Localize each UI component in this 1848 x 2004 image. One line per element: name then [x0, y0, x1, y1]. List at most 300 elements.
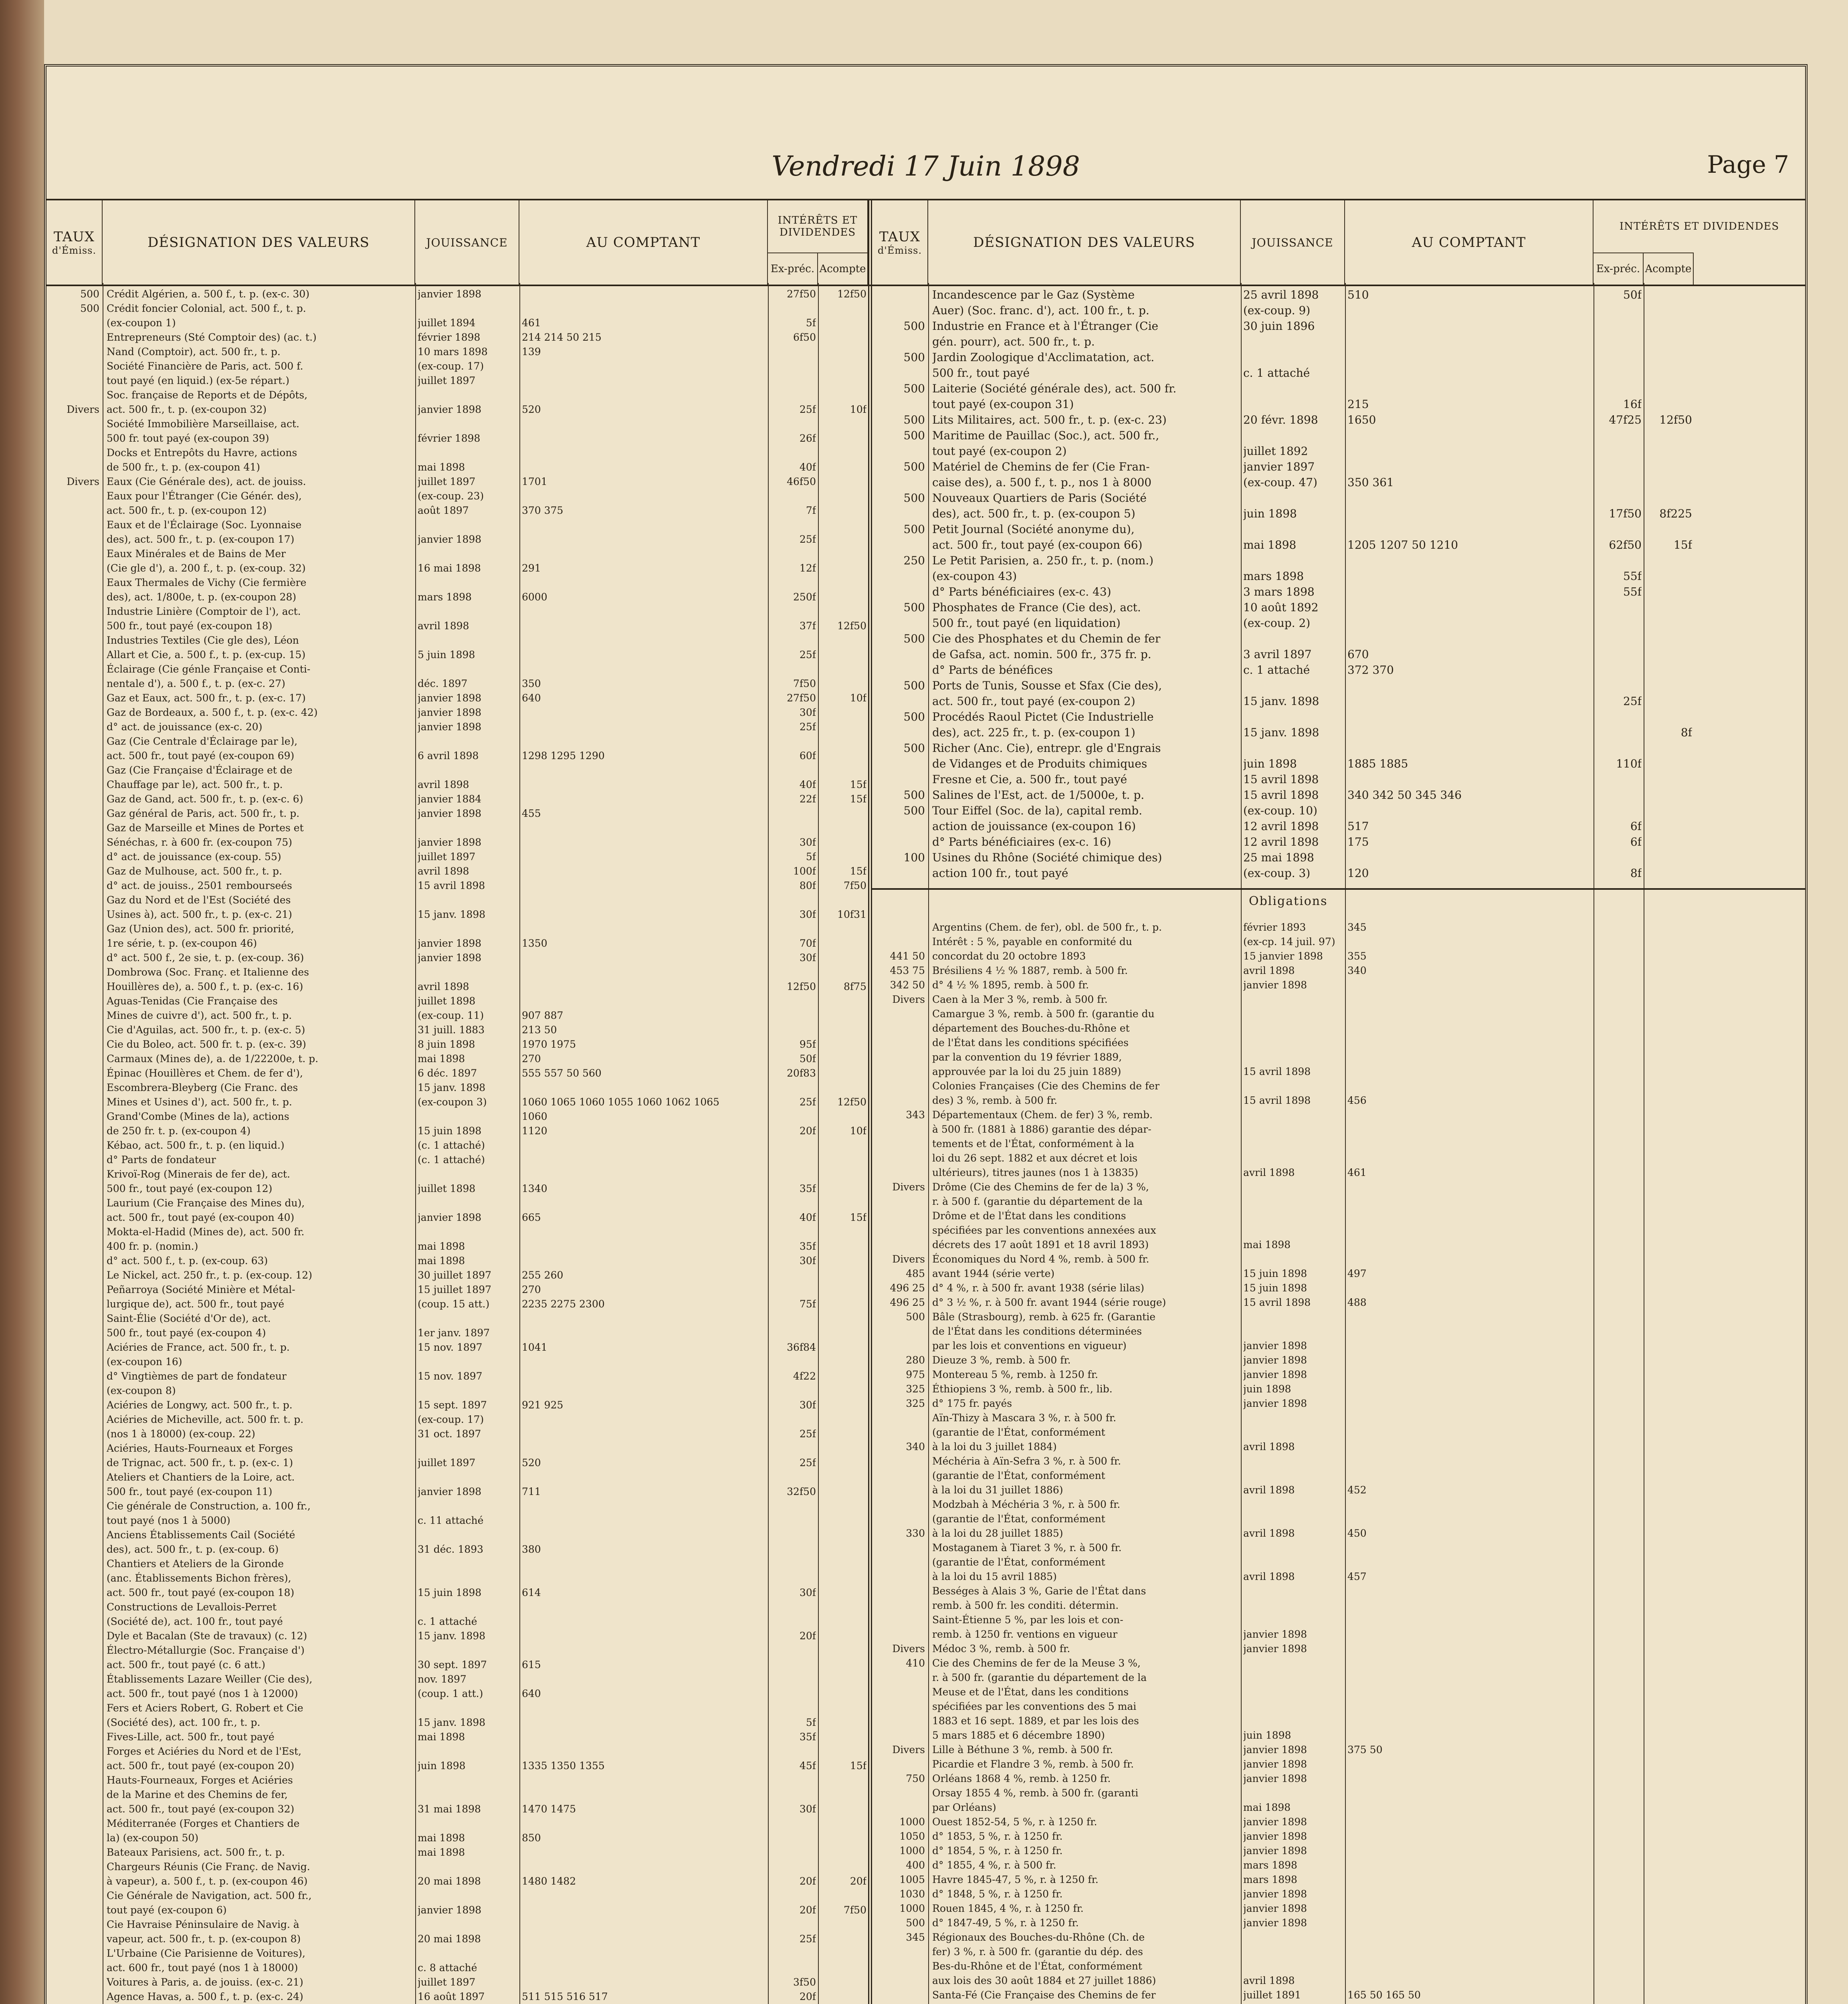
designation-cell: Gaz (Cie Centrale d'Éclairage par le),	[107, 735, 298, 747]
jouissance-cell	[418, 662, 518, 677]
interet-acompte-cell	[819, 1326, 866, 1340]
taux-cell	[48, 1052, 99, 1066]
interet-acompte-cell	[819, 547, 866, 561]
jouissance-cell	[1243, 1021, 1343, 1036]
comptant-cell	[1347, 1497, 1592, 1512]
jouissance-cell	[1243, 1945, 1343, 1959]
interet-ex-prec-cell	[1594, 725, 1642, 740]
comptant-cell	[522, 1744, 766, 1759]
comptant-cell	[1347, 584, 1592, 600]
comptant-cell: 1650	[1347, 413, 1376, 426]
comptant-cell	[1347, 365, 1592, 381]
jouissance-cell	[1243, 1108, 1343, 1122]
jouissance-cell: 10 août 1892	[1243, 601, 1319, 614]
designation-cell: d° act. 500 f., t. p. (ex-coup. 63)	[107, 1255, 268, 1267]
comptant-cell: 214 214 50 215	[522, 331, 602, 343]
interet-acompte-cell	[1645, 803, 1692, 818]
comptant-cell	[1347, 349, 1592, 365]
jouissance-cell: janvier 1898	[418, 952, 482, 964]
interet-ex-prec-cell: 50f	[1623, 288, 1642, 301]
jouissance-cell: 15 nov. 1897	[418, 1370, 483, 1382]
comptant-cell: 1480 1482	[522, 1875, 576, 1887]
taux-cell	[48, 1254, 99, 1268]
comptant-cell	[1347, 459, 1592, 475]
jouissance-cell: avril 1898	[418, 865, 469, 877]
interet-ex-prec-cell	[769, 1153, 816, 1167]
designation-cell: act. 500 fr., tout payé (ex-coupon 2)	[932, 695, 1135, 708]
taux-cell	[48, 1499, 99, 1513]
jouissance-cell	[1243, 1137, 1343, 1151]
jouissance-cell: février 1898	[418, 432, 481, 444]
interet-acompte-cell	[819, 1167, 866, 1182]
taux-cell	[874, 287, 925, 303]
jouissance-cell	[1243, 1194, 1343, 1209]
interet-ex-prec-cell	[1594, 365, 1642, 381]
jouissance-cell	[1243, 1699, 1343, 1714]
jouissance-cell	[1243, 396, 1343, 412]
comptant-cell	[1347, 1411, 1592, 1425]
taux-cell	[48, 1297, 99, 1311]
taux-cell: 496 25	[890, 1297, 925, 1308]
jouissance-cell: 15 janv. 1898	[1243, 695, 1319, 708]
interet-ex-prec-cell: 8f	[1630, 867, 1642, 880]
jouissance-cell: février 1893	[1243, 921, 1306, 933]
comptant-cell	[522, 1196, 766, 1210]
comptant-cell	[1347, 1685, 1592, 1699]
interet-ex-prec-cell: 32f50	[787, 1486, 816, 1497]
taux-cell	[874, 1223, 925, 1238]
designation-cell: spécifiées par les conventions annexées aux	[932, 1224, 1156, 1236]
interet-ex-prec-cell	[1594, 443, 1642, 459]
designation-cell: par Orléans)	[932, 1802, 996, 1813]
taux-cell	[48, 1571, 99, 1586]
jouissance-cell: mai 1898	[418, 1240, 465, 1252]
interet-ex-prec-cell: 30f	[799, 952, 816, 964]
interet-acompte-cell	[819, 1441, 866, 1456]
designation-cell: Brésiliens 4 ½ % 1887, remb. à 500 fr.	[932, 965, 1128, 976]
taux-cell	[48, 388, 99, 402]
interet-ex-prec-cell	[769, 1268, 816, 1283]
interet-acompte-cell	[819, 518, 866, 532]
taux-cell	[874, 537, 925, 553]
comptant-cell	[1347, 1310, 1592, 1324]
designation-cell: act. 500 fr., tout payé (ex-coupon 69)	[107, 750, 295, 762]
designation-cell: Mines de cuivre d'), act. 500 fr., t. p.	[107, 1010, 292, 1021]
taux-cell	[874, 1945, 925, 1959]
comptant-cell	[1347, 803, 1592, 818]
designation-cell: Procédés Raoul Pictet (Cie Industrielle	[932, 710, 1154, 723]
comptant-cell	[1347, 1512, 1592, 1526]
jouissance-cell: 20 févr. 1898	[1243, 413, 1318, 426]
interet-acompte-cell	[1645, 662, 1692, 678]
interet-ex-prec-cell	[1594, 334, 1642, 349]
interet-acompte-cell: 7f50	[844, 880, 866, 891]
taux-cell	[874, 615, 925, 631]
jouissance-cell	[418, 1311, 518, 1326]
comptant-cell	[522, 893, 766, 907]
comptant-cell	[1347, 2002, 1592, 2004]
comptant-cell	[522, 1326, 766, 1340]
designation-cell: (nos 1 à 18000) (ex-coup. 22)	[107, 1428, 255, 1440]
jouissance-cell	[1243, 334, 1343, 349]
jouissance-cell: janvier 1898	[1243, 1398, 1307, 1409]
taux-cell: 500	[903, 351, 925, 364]
interet-ex-prec-cell	[769, 1023, 816, 1037]
comptant-cell	[1347, 1714, 1592, 1728]
taux-cell	[48, 1614, 99, 1629]
jouissance-cell	[1243, 1469, 1343, 1483]
comptant-cell: 1298 1295 1290	[522, 750, 605, 762]
designation-cell: Allart et Cie, a. 500 f., t. p. (ex-cup. 15)	[107, 649, 306, 661]
taux-cell	[874, 1151, 925, 1166]
comptant-cell: 1885 1885	[1347, 757, 1408, 770]
comptant-cell	[1347, 992, 1592, 1007]
taux-cell	[874, 334, 925, 349]
designation-cell: des), act. 500 fr., t. p. (ex-coupon 17)	[107, 533, 295, 545]
taux-cell	[874, 1194, 925, 1209]
interet-acompte-cell	[1645, 678, 1692, 693]
jouissance-cell: 31 oct. 1897	[418, 1428, 481, 1440]
interet-ex-prec-cell: 20f	[799, 1904, 816, 1916]
comptant-cell	[522, 907, 766, 922]
comptant-cell	[522, 980, 766, 994]
taux-cell	[48, 1730, 99, 1744]
designation-cell: Petit Journal (Société anonyme du),	[932, 523, 1135, 536]
taux-cell	[874, 1541, 925, 1555]
designation-cell: Méditerranée (Forges et Chantiers de	[107, 1818, 300, 1829]
interet-ex-prec-cell	[1594, 631, 1642, 646]
taux-cell	[48, 1513, 99, 1528]
comptant-cell	[1347, 1007, 1592, 1021]
taux-cell	[48, 1658, 99, 1672]
interet-acompte-cell	[819, 1802, 866, 1816]
designation-cell: action 100 fr., tout payé	[932, 867, 1068, 880]
comptant-cell: 120	[1347, 867, 1369, 880]
interet-acompte-cell	[819, 1499, 866, 1513]
comptant-cell: 6000	[522, 591, 547, 603]
taux-cell	[874, 1122, 925, 1137]
taux-cell: Divers	[67, 404, 99, 415]
interet-acompte-cell	[819, 1687, 866, 1701]
designation-cell: Escombrera-Bleyberg (Cie Franc. des	[107, 1082, 298, 1093]
interet-ex-prec-cell	[769, 301, 816, 316]
interet-acompte-cell: 15f	[850, 1760, 866, 1772]
interet-acompte-cell: 10f	[850, 1125, 866, 1137]
interet-acompte-cell	[819, 662, 866, 677]
interet-ex-prec-cell: 50f	[799, 1053, 816, 1065]
interet-ex-prec-cell	[769, 1788, 816, 1802]
jouissance-cell: mai 1898	[1243, 1239, 1291, 1250]
jouissance-cell	[1243, 1122, 1343, 1137]
designation-cell: Cie Générale de Navigation, act. 500 fr.,	[107, 1890, 312, 1901]
designation-cell: Cie d'Aguilas, act. 500 fr., t. p. (ex-c. 5)	[107, 1024, 305, 1036]
taux-cell	[48, 691, 99, 705]
comptant-cell: 1041	[522, 1341, 547, 1353]
taux-cell	[874, 1411, 925, 1425]
designation-cell: de 500 fr., t. p. (ex-coupon 41)	[107, 461, 261, 473]
designation-cell: Richer (Anc. Cie), entrepr. gle d'Engrais	[932, 741, 1161, 755]
taux-cell	[874, 1021, 925, 1036]
jouissance-cell	[1243, 709, 1343, 725]
designation-cell: 500 fr., tout payé (ex-coupon 4)	[107, 1327, 266, 1339]
comptant-cell: 640	[522, 1688, 541, 1699]
taux-cell: Divers	[892, 1643, 925, 1655]
interet-acompte-cell	[1645, 334, 1692, 349]
interet-ex-prec-cell: 25f	[799, 649, 816, 661]
taux-cell	[48, 345, 99, 359]
interet-ex-prec-cell: 25f	[799, 1096, 816, 1108]
jouissance-cell: janvier 1898	[418, 288, 482, 300]
designation-cell: Aguas-Tenidas (Cie Française des	[107, 995, 278, 1007]
interet-acompte-cell	[1645, 756, 1692, 772]
designation-cell: Aciéries de Longwy, act. 500 fr., t. p.	[107, 1399, 293, 1411]
designation-cell: Drôme (Cie des Chemins de fer de la) 3 %,	[932, 1181, 1149, 1193]
jouissance-cell: 15 nov. 1897	[418, 1341, 483, 1353]
jouissance-cell: 25 avril 1898	[1243, 288, 1319, 301]
taux-cell	[48, 1643, 99, 1658]
designation-cell: Peñarroya (Société Minière et Métal-	[107, 1284, 295, 1295]
designation-cell: Picardie et Flandre 3 %, remb. à 500 fr.	[932, 1758, 1134, 1770]
jouissance-cell	[1243, 1454, 1343, 1469]
jouissance-cell: mai 1898	[418, 461, 465, 473]
comptant-cell	[522, 1239, 766, 1254]
interet-acompte-cell	[819, 763, 866, 778]
interet-ex-prec-cell: 7f	[806, 505, 816, 516]
comptant-cell	[1347, 1786, 1592, 1800]
designation-cell: act. 500 fr., t. p. (ex-coupon 12)	[107, 505, 267, 516]
taux-cell	[48, 1701, 99, 1715]
jouissance-cell: 1er janv. 1897	[418, 1327, 490, 1339]
taux-cell: 500	[906, 1311, 925, 1323]
designation-cell: d° 4 ½ % 1895, remb. à 500 fr.	[932, 979, 1089, 991]
interet-acompte-cell: 15f	[850, 779, 866, 790]
jouissance-cell: 5 juin 1898	[418, 649, 475, 661]
comptant-cell	[522, 374, 766, 388]
designation-cell: Docks et Entrepôts du Havre, actions	[107, 447, 297, 459]
interet-acompte-cell	[1645, 443, 1692, 459]
designation-cell: de 250 fr. t. p. (ex-coupon 4)	[107, 1125, 251, 1137]
taux-cell	[874, 1584, 925, 1598]
interet-acompte-cell	[819, 1369, 866, 1384]
comptant-cell	[522, 763, 766, 778]
interet-acompte-cell	[819, 1081, 866, 1095]
jouissance-cell: 31 déc. 1893	[418, 1543, 484, 1555]
interet-acompte-cell	[819, 1600, 866, 1614]
comptant-cell: 461	[1347, 1167, 1367, 1178]
designation-cell: à la loi du 28 juillet 1885)	[932, 1527, 1063, 1539]
designation-cell: Grand'Combe (Mines de la), actions	[107, 1111, 289, 1122]
taux-cell	[874, 568, 925, 584]
comptant-cell	[1347, 1151, 1592, 1166]
interet-ex-prec-cell	[1594, 490, 1642, 506]
taux-cell	[48, 1138, 99, 1153]
comptant-cell	[522, 792, 766, 806]
taux-cell	[48, 951, 99, 965]
taux-cell	[48, 893, 99, 907]
taux-cell	[874, 1757, 925, 1772]
comptant-cell	[1347, 1454, 1592, 1469]
taux-cell	[48, 705, 99, 720]
designation-cell: act. 500 fr., tout payé (c. 6 att.)	[107, 1659, 265, 1671]
taux-cell	[874, 1497, 925, 1512]
designation-cell: Kébao, act. 500 fr., t. p. (en liquid.)	[107, 1139, 285, 1151]
designation-cell: Cie générale de Construction, a. 100 fr.,	[107, 1500, 311, 1512]
interet-ex-prec-cell	[769, 1384, 816, 1398]
designation-cell: Gaz de Gand, act. 500 fr., t. p. (ex-c. 6)	[107, 793, 303, 805]
comptant-cell	[522, 532, 766, 547]
taux-cell	[48, 316, 99, 330]
designation-cell: par la convention du 19 février 1889,	[932, 1051, 1122, 1063]
jouissance-cell	[418, 734, 518, 749]
designation-cell: Sénéchas, r. à 600 fr. (ex-coupon 75)	[107, 836, 292, 848]
jouissance-cell: 25 mai 1898	[1243, 851, 1314, 864]
interet-acompte-cell	[819, 994, 866, 1008]
jouissance-cell: janvier 1898	[1243, 1816, 1307, 1828]
interet-acompte-cell	[1645, 521, 1692, 537]
jouissance-cell: avril 1898	[418, 779, 469, 790]
comptant-cell	[1347, 1382, 1592, 1396]
interet-acompte-cell	[819, 1513, 866, 1528]
jouissance-cell	[1243, 521, 1343, 537]
interet-ex-prec-cell: 25f	[1623, 695, 1642, 708]
designation-cell: Saint-Élie (Société d'Or de), act.	[107, 1313, 271, 1324]
comptant-cell: 455	[522, 808, 541, 819]
interet-acompte-cell: 8f	[1680, 726, 1692, 739]
interet-acompte-cell	[819, 1542, 866, 1557]
taux-cell	[48, 1441, 99, 1456]
designation-cell: (Société de), act. 100 fr., tout payé	[107, 1616, 283, 1627]
interet-ex-prec-cell	[769, 1008, 816, 1023]
designation-cell: tements et de l'État, conformément à la	[932, 1138, 1135, 1149]
newspaper-page	[44, 64, 1808, 2004]
taux-cell: 1000	[899, 1903, 925, 1914]
comptant-cell	[522, 1845, 766, 1860]
designation-cell: Lits Militaires, act. 500 fr., t. p. (ex-c. 23)	[932, 413, 1167, 426]
page-header	[46, 143, 1805, 191]
jouissance-cell	[418, 965, 518, 980]
designation-cell: Fives-Lille, act. 500 fr., tout payé	[107, 1731, 275, 1743]
comptant-cell	[1347, 935, 1592, 949]
jouissance-cell: (c. 1 attaché)	[418, 1139, 485, 1151]
designation-cell: Gaz (Cie Française d'Éclairage et de	[107, 764, 293, 776]
jouissance-cell	[1243, 1656, 1343, 1671]
designation-cell: Industrie Linière (Comptoir de l'), act.	[107, 606, 301, 617]
designation-cell: act. 500 fr., tout payé (ex-coupon 32)	[107, 1803, 295, 1815]
comptant-cell	[522, 460, 766, 475]
interet-ex-prec-cell: 27f50	[787, 692, 816, 704]
jouissance-cell: janvier 1898	[418, 836, 482, 848]
interet-ex-prec-cell: 17f50	[1609, 507, 1642, 520]
designation-cell: Aciéries, Hauts-Fourneaux et Forges	[107, 1442, 293, 1454]
jouissance-cell	[1243, 1497, 1343, 1512]
interet-acompte-cell: 7f50	[844, 1904, 866, 1916]
interet-ex-prec-cell	[769, 1412, 816, 1427]
taux-cell	[48, 864, 99, 879]
taux-cell	[874, 1050, 925, 1065]
page-number: Page 7	[1707, 151, 1789, 179]
taux-cell: 496 25	[890, 1282, 925, 1294]
taux-cell	[48, 1773, 99, 1788]
interet-ex-prec-cell: 40f	[799, 779, 816, 790]
designation-cell: d° 1853, 5 %, r. à 1250 fr.	[932, 1830, 1063, 1842]
comptant-cell: 614	[522, 1587, 541, 1598]
comptant-cell: 850	[522, 1832, 541, 1844]
jouissance-cell: 15 janv. 1898	[418, 1717, 486, 1728]
designation-cell: tout payé (en liquid.) (ex-5e répart.)	[107, 375, 289, 386]
jouissance-cell: (ex-coup. 17)	[418, 1414, 484, 1425]
taux-cell	[48, 518, 99, 532]
taux-cell: Divers	[892, 1744, 925, 1756]
interet-ex-prec-cell	[769, 1167, 816, 1182]
interet-acompte-cell	[819, 301, 866, 316]
comptant-cell	[522, 1499, 766, 1513]
interet-ex-prec-cell	[769, 1470, 816, 1485]
designation-cell: Crédit Algérien, a. 500 f., t. p. (ex-c. 30)	[107, 288, 310, 300]
designation-cell: Auer) (Soc. franc. d'), act. 100 fr., t. p.	[932, 304, 1149, 317]
designation-cell: d° Parts de bénéfices	[932, 663, 1053, 677]
comptant-cell	[522, 1889, 766, 1903]
taux-cell	[874, 935, 925, 949]
taux-cell	[874, 1699, 925, 1714]
designation-cell: Le Nickel, act. 250 fr., t. p. (ex-coup. 12)	[107, 1269, 312, 1281]
designation-cell: de Trignac, act. 500 fr., t. p. (ex-c. 1)	[107, 1457, 293, 1469]
jouissance-cell: 20 mai 1898	[418, 1933, 481, 1945]
jouissance-cell: juillet 1897	[418, 851, 476, 863]
taux-cell	[48, 922, 99, 936]
designation-cell: Cie Havraise Péninsulaire de Navig. à	[107, 1919, 299, 1930]
comptant-cell	[1347, 568, 1592, 584]
interet-ex-prec-cell	[1594, 615, 1642, 631]
jouissance-cell: janvier 1898	[1243, 1340, 1307, 1351]
designation-cell: Épinac (Houillères et Chem. de fer d'),	[107, 1067, 303, 1079]
jouissance-cell: février 1898	[418, 331, 481, 343]
designation-cell: Aïn-Thizy à Mascara 3 %, r. à 500 fr.	[932, 1412, 1117, 1424]
comptant-cell: 1060	[522, 1111, 547, 1122]
comptant-cell: 345	[1347, 921, 1367, 933]
interet-acompte-cell	[819, 532, 866, 547]
designation-cell: Cie des Phosphates et du Chemin de fer	[932, 632, 1161, 645]
jouissance-cell: 20 mai 1898	[418, 1875, 481, 1887]
comptant-cell	[1347, 490, 1592, 506]
comptant-cell	[522, 446, 766, 460]
designation-cell: Dieuze 3 %, remb. à 500 fr.	[932, 1354, 1071, 1366]
designation-cell: Industries Textiles (Cie gle des), Léon	[107, 634, 299, 646]
interet-ex-prec-cell	[769, 1499, 816, 1513]
taux-cell	[874, 1339, 925, 1353]
interet-acompte-cell	[819, 749, 866, 763]
comptant-cell	[1347, 1901, 1592, 1916]
jouissance-cell: janvier 1898	[1243, 1830, 1307, 1842]
designation-cell: Constructions de Levallois-Perret	[107, 1601, 277, 1613]
comptant-cell	[522, 1701, 766, 1715]
designation-cell: Établissements Lazare Weiller (Cie des),	[107, 1673, 313, 1685]
taux-cell	[48, 1283, 99, 1297]
jouissance-cell: juillet 1892	[1243, 444, 1308, 458]
comptant-cell	[522, 1643, 766, 1658]
comptant-cell: 1120	[522, 1125, 547, 1137]
taux-cell	[874, 756, 925, 772]
taux-cell: 100	[903, 851, 925, 864]
jouissance-cell	[1243, 381, 1343, 396]
taux-cell	[48, 1557, 99, 1571]
designation-cell: Le Petit Parisien, a. 250 fr., t. p. (nom.)	[932, 554, 1154, 567]
taux-cell	[48, 879, 99, 893]
jouissance-cell	[1243, 1411, 1343, 1425]
jouissance-cell: janvier 1898	[418, 692, 482, 704]
comptant-cell	[1347, 978, 1592, 992]
comptant-cell	[522, 951, 766, 965]
taux-cell: 500	[903, 429, 925, 442]
